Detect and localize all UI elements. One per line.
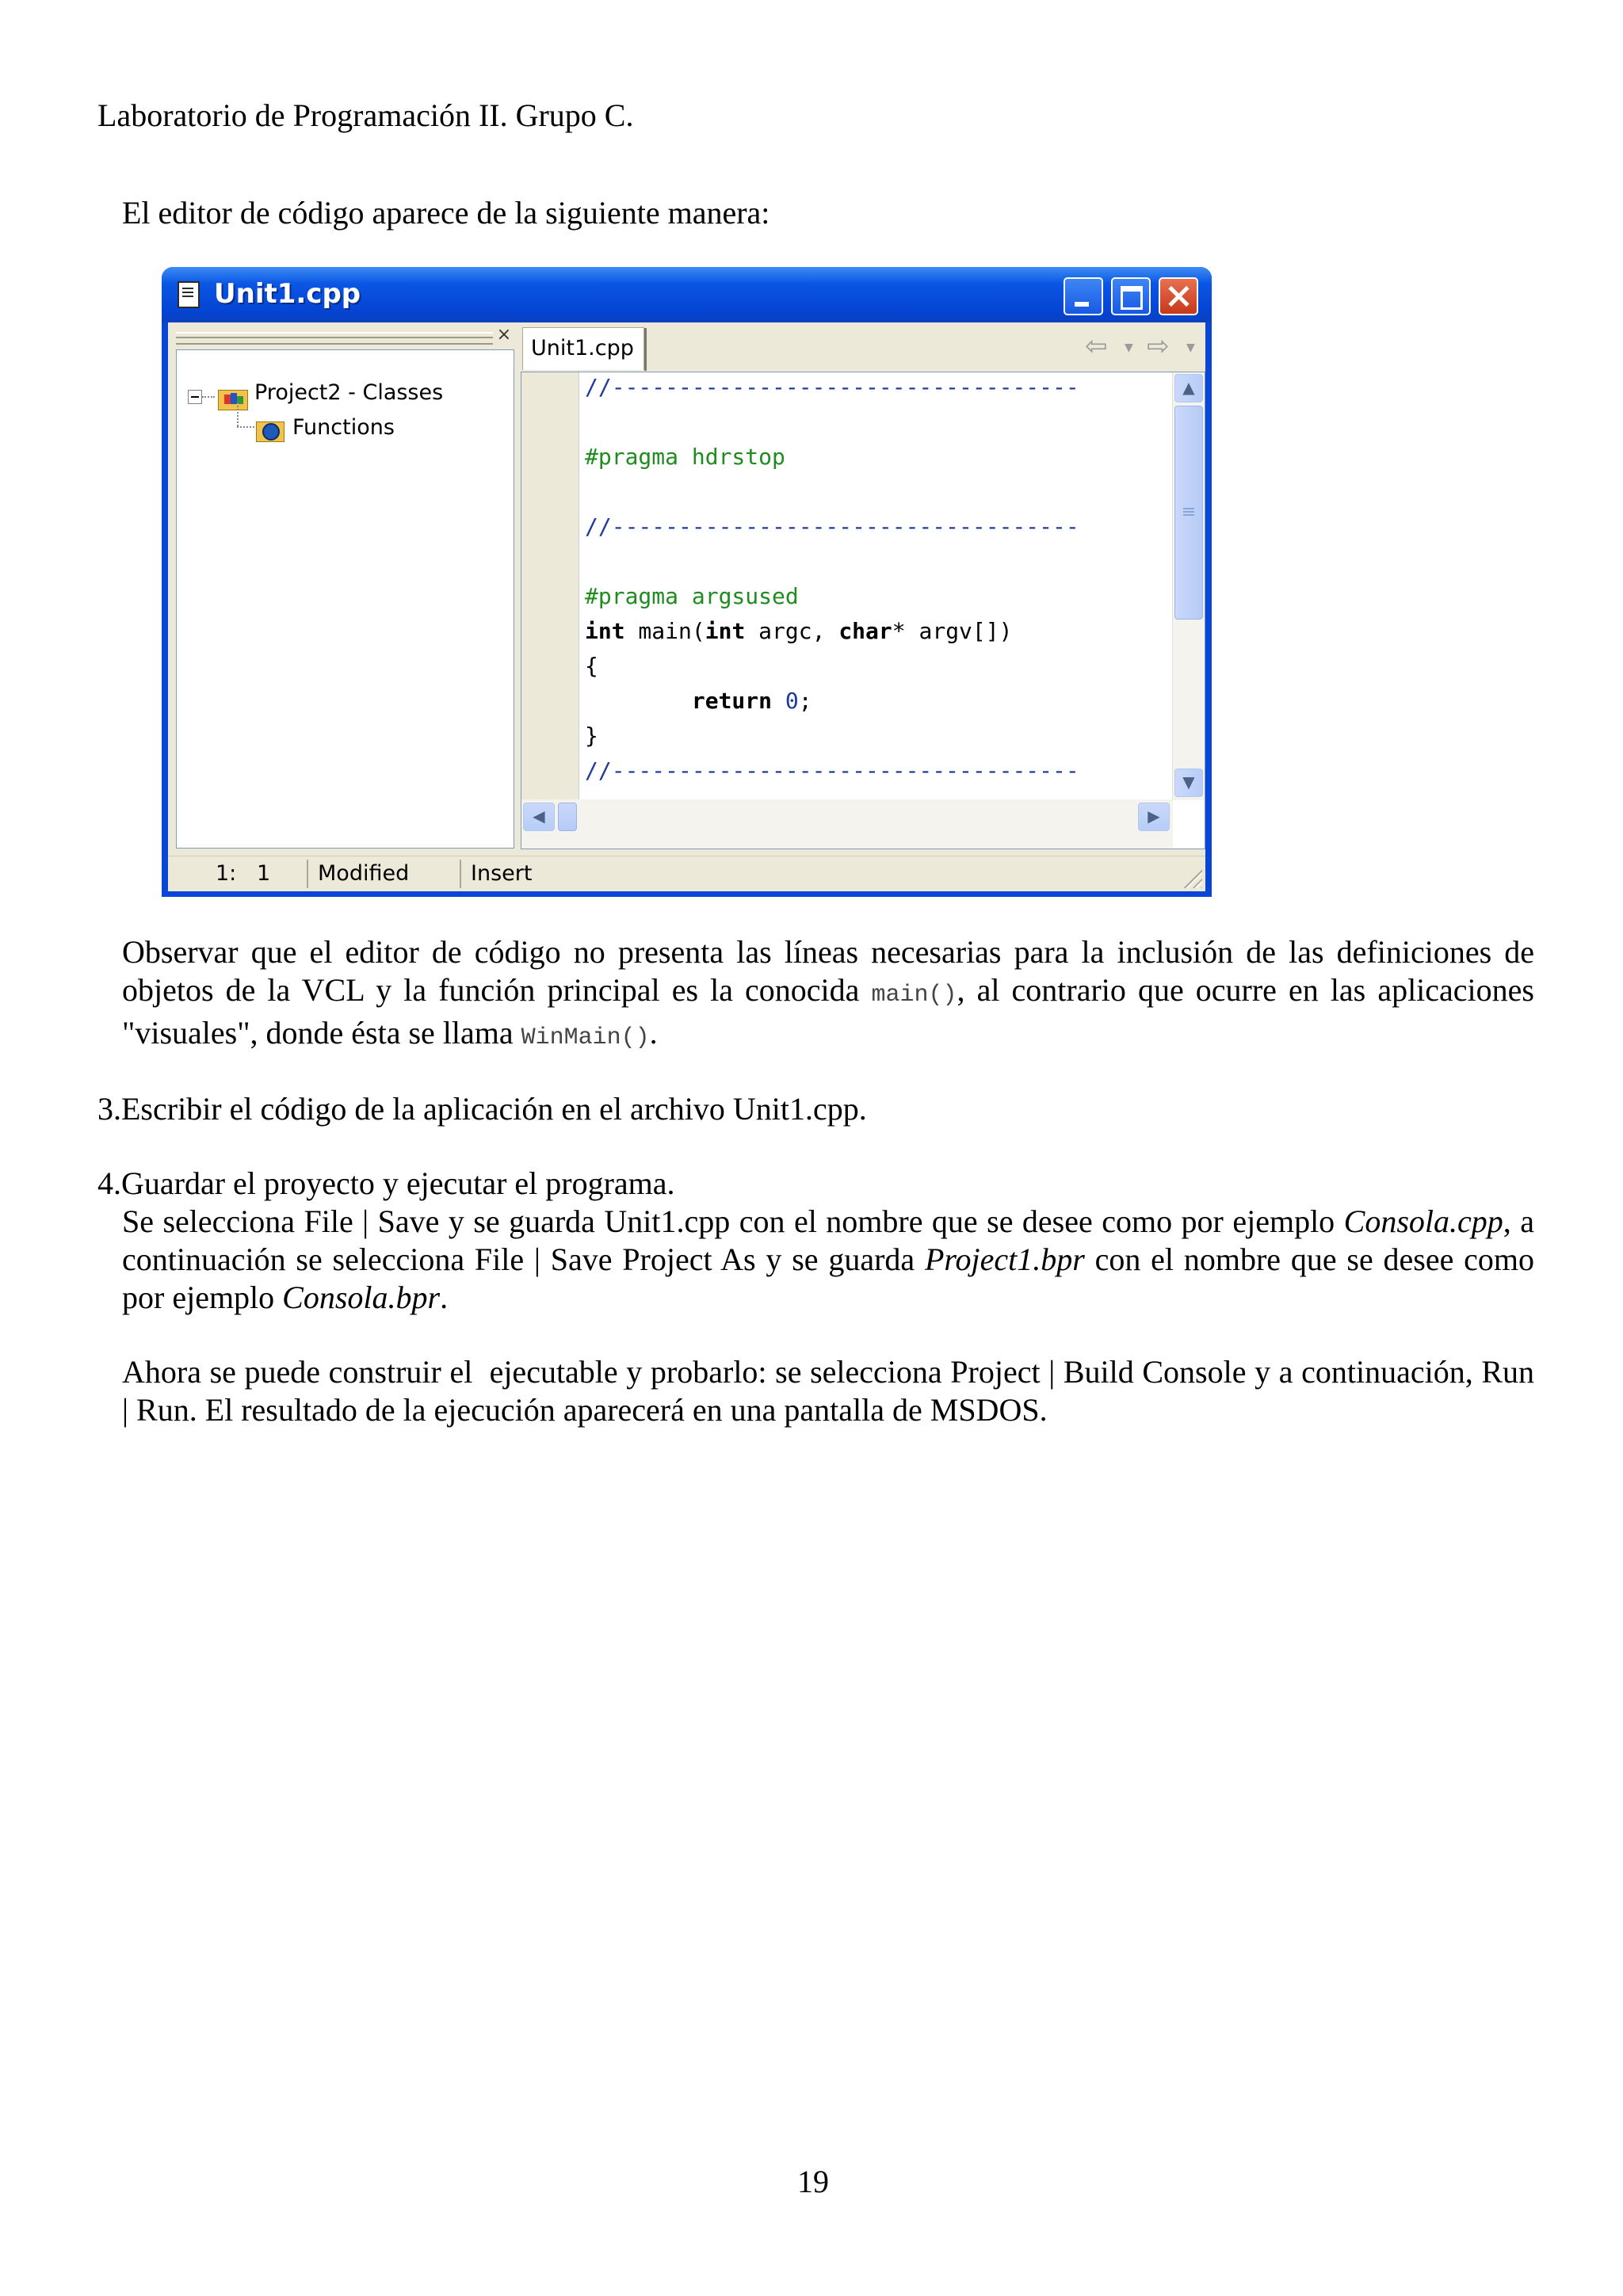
paragraph-build: Ahora se puede construir el ejecutable y probarlo: se selecciona Project | Build Console y a continuación, Run | Run. El resultado de la ejecución aparecerá en una pantalla de MSDOS. (122, 1354, 1542, 1428)
minimize-button[interactable] (1064, 277, 1103, 315)
running-header: Laboratorio de Programación II. Grupo C. (97, 97, 634, 133)
code-line: { (585, 653, 598, 679)
step-3: 3.Escribir el código de la aplicación en el archivo Unit1.cpp. (97, 1091, 867, 1127)
back-dropdown-icon[interactable]: ▼ (1125, 341, 1133, 354)
maximize-button[interactable] (1111, 277, 1151, 315)
code-line: //----------------------------------- (585, 374, 1079, 400)
functions-icon (256, 418, 283, 441)
back-arrow-icon[interactable]: ⇦ (1085, 330, 1108, 362)
explorer-close-icon[interactable]: × (496, 325, 512, 345)
page-number: 19 (797, 2164, 829, 2199)
paragraph-save: Se selecciona File | Save y se guarda Unit1.cpp con el nombre que se desee como por ejemplo Consola.cpp, a continuación se selecciona File | Save Project As y se guarda Project1.bpr con el nombre que se desee como por ejemplo Consola.bpr. (122, 1203, 1534, 1315)
code-line: #pragma argsused (585, 583, 799, 609)
insert-mode-status: Insert (471, 861, 533, 886)
project-classes-icon (218, 385, 246, 409)
code-line: //----------------------------------- (585, 513, 1079, 540)
editor-gutter[interactable] (521, 372, 579, 849)
forward-dropdown-icon[interactable]: ▼ (1186, 341, 1195, 354)
horizontal-scrollbar[interactable] (521, 799, 1173, 849)
modified-status: Modified (308, 860, 461, 888)
document-icon (178, 281, 200, 308)
horizontal-scroll-thumb[interactable] (558, 803, 577, 831)
intro-text: El editor de código aparece de la siguiente manera: (122, 195, 770, 231)
vertical-scrollbar[interactable] (1172, 372, 1205, 800)
code-editor[interactable] (521, 372, 1205, 849)
tab-label: Unit1.cpp (531, 336, 634, 360)
dock-grip[interactable] (176, 332, 493, 345)
tab-unit1[interactable] (522, 327, 644, 370)
tree-connector (237, 402, 239, 426)
scroll-right-icon[interactable]: ▶ (1138, 803, 1170, 831)
code-line: } (585, 723, 598, 749)
tree-item-project-classes[interactable]: Project2 - Classes (254, 380, 444, 405)
code-line: return 0; (691, 688, 812, 714)
class-explorer (168, 322, 514, 849)
code-line: int main(int argc, char* argv[]) (585, 618, 1013, 644)
scroll-left-icon[interactable]: ◀ (523, 803, 555, 831)
navigation-arrows (1085, 329, 1204, 364)
code-line: #pragma hdrstop (585, 444, 785, 470)
tree-connector (202, 396, 215, 398)
resize-grip-icon[interactable] (1182, 868, 1202, 888)
tab-strip (521, 322, 1205, 370)
paragraph-observation: Observar que el editor de código no presenta las líneas necesarias para la inclusión de las definiciones de objetos de la VCL y la función principal es la conocida main(), al contrario que ocurre en las aplicaciones "visuales", donde ésta se llama WinMain(). (122, 934, 1534, 1051)
editor-window (162, 267, 1212, 897)
scroll-down-icon[interactable]: ▼ (1174, 769, 1203, 797)
status-bar (168, 856, 1205, 891)
vertical-scroll-thumb[interactable] (1174, 406, 1203, 620)
window-title: Unit1.cpp (214, 278, 361, 310)
title-bar[interactable] (162, 267, 1212, 322)
tree-item-functions[interactable]: Functions (292, 415, 395, 440)
scroll-up-icon[interactable]: ▲ (1174, 374, 1203, 402)
forward-arrow-icon[interactable]: ⇨ (1147, 330, 1170, 362)
window-client (168, 322, 1205, 891)
tree-connector (237, 426, 254, 428)
cursor-position: 1: 1 (168, 860, 308, 888)
step-4-title: 4.Guardar el proyecto y ejecutar el programa. (97, 1165, 675, 1201)
class-tree[interactable] (176, 349, 514, 849)
code-text[interactable] (585, 372, 1159, 849)
collapse-icon[interactable] (188, 390, 202, 404)
close-button[interactable] (1159, 277, 1198, 315)
code-line: //----------------------------------- (585, 757, 1079, 784)
